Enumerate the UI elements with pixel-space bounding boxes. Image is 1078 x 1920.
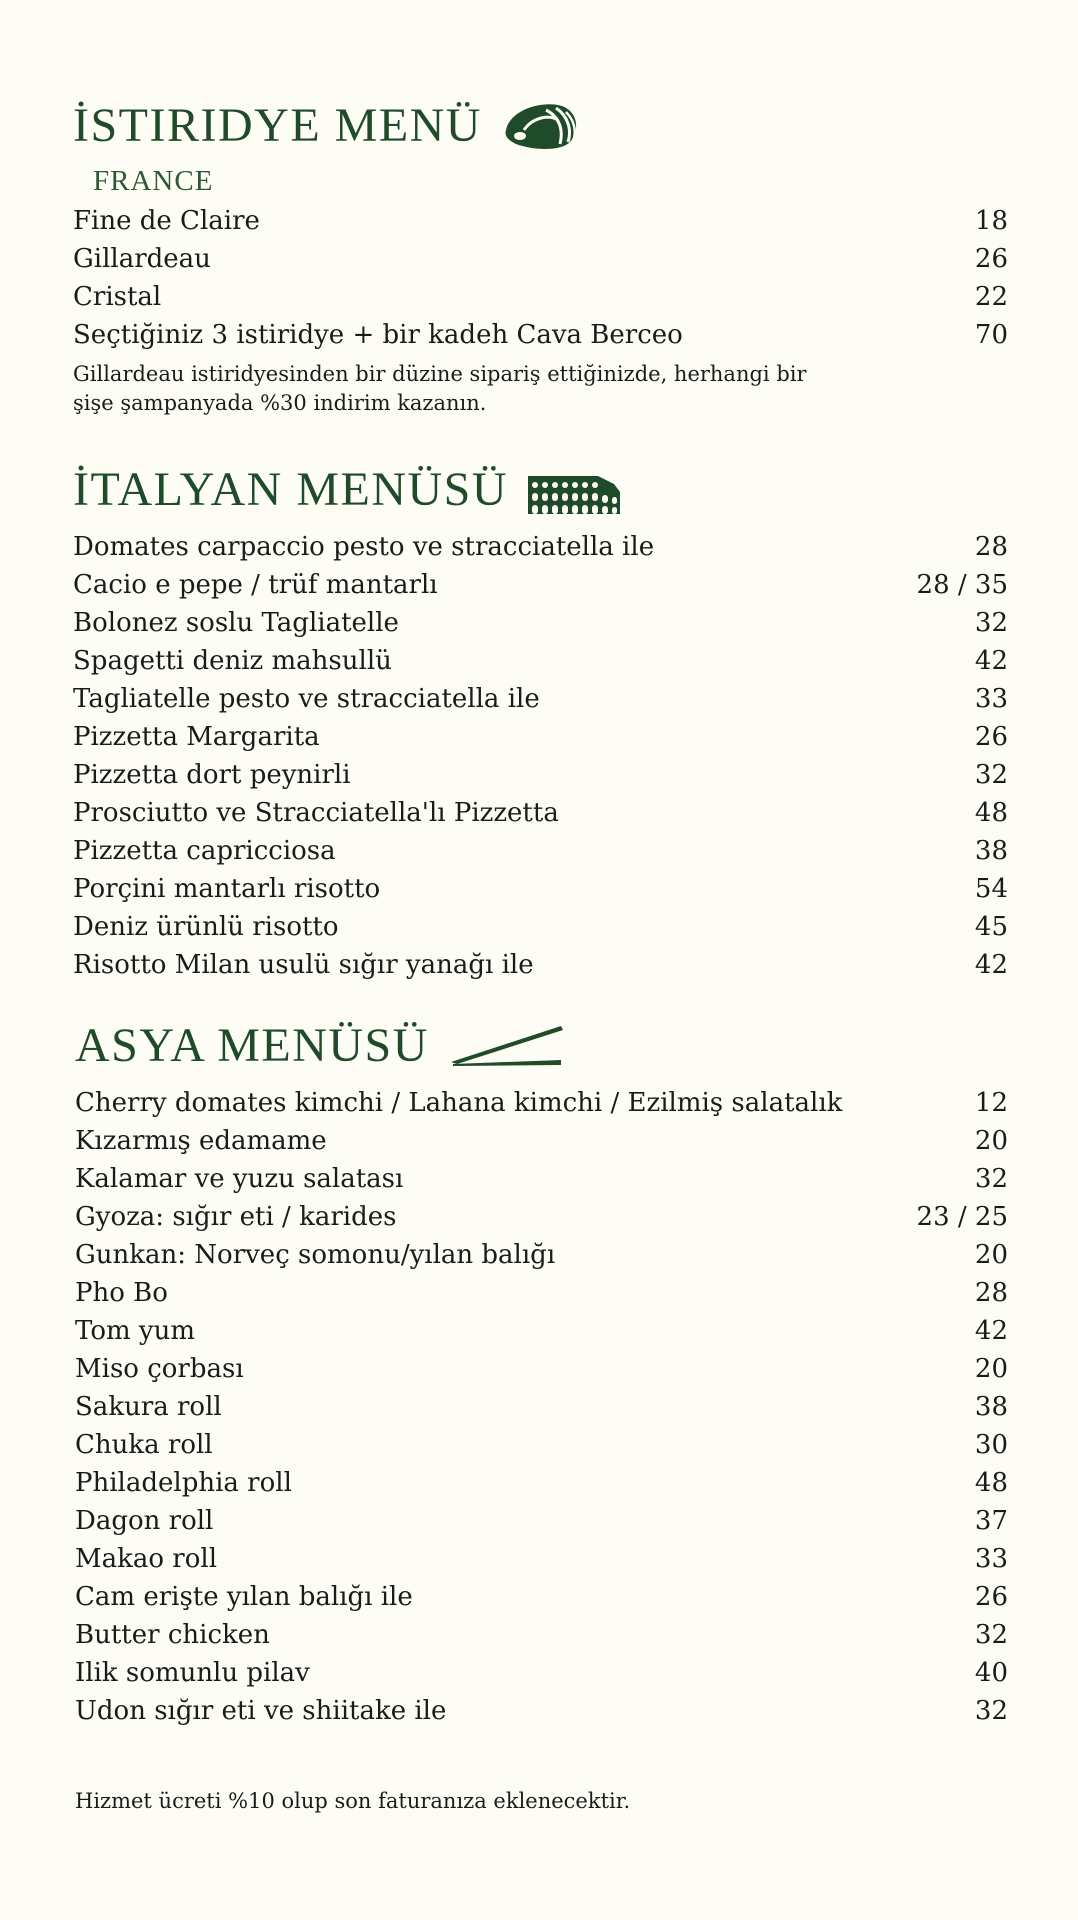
item-price: 12 xyxy=(974,1088,1008,1118)
item-price: 38 xyxy=(974,836,1008,866)
item-name: Cam erişte yılan balığı ile xyxy=(75,1582,413,1612)
item-name: Domates carpaccio pesto ve stracciatella ile xyxy=(73,532,655,562)
item-name: Seçtiğiniz 3 istiridye + bir kadeh Cava Berceo xyxy=(73,320,683,350)
menu-item xyxy=(75,1350,1008,1388)
item-name: Spagetti deniz mahsullü xyxy=(73,646,392,676)
item-price: 70 xyxy=(974,320,1008,350)
menu-item xyxy=(73,794,1008,832)
item-price: 26 xyxy=(974,722,1008,752)
item-name: Kızarmış edamame xyxy=(75,1126,327,1156)
item-name: Pizzetta dort peynirli xyxy=(73,760,351,790)
item-name: Cherry domates kimchi / Lahana kimchi / Ezilmiş salatalık xyxy=(75,1088,843,1118)
item-price: 32 xyxy=(974,760,1008,790)
item-price: 32 xyxy=(974,1696,1008,1726)
item-name: Pizzetta Margarita xyxy=(73,722,320,752)
asian-header xyxy=(75,1016,1008,1076)
menu-item xyxy=(75,1274,1008,1312)
menu-item xyxy=(73,316,1008,354)
item-price: 33 xyxy=(974,684,1008,714)
italian-items xyxy=(73,528,1008,984)
item-price: 37 xyxy=(974,1506,1008,1536)
menu-item xyxy=(75,1502,1008,1540)
item-name: Tagliatelle pesto ve stracciatella ile xyxy=(73,684,540,714)
menu-item xyxy=(73,604,1008,642)
item-price: 40 xyxy=(974,1658,1008,1688)
menu-item xyxy=(73,278,1008,316)
item-name: Deniz ürünlü risotto xyxy=(73,912,339,942)
item-price: 30 xyxy=(974,1430,1008,1460)
menu-item xyxy=(75,1692,1008,1730)
item-name: Miso çorbası xyxy=(75,1354,244,1384)
item-name: Prosciutto ve Stracciatella'lı Pizzetta xyxy=(73,798,559,828)
item-price: 42 xyxy=(974,1316,1008,1346)
item-price: 28 / 35 xyxy=(916,570,1008,600)
item-name: Ilik somunlu pilav xyxy=(75,1658,310,1688)
oyster-title: İSTIRIDYE MENÜ xyxy=(73,99,482,152)
menu-item xyxy=(75,1426,1008,1464)
oyster-subheading: FRANCE xyxy=(93,165,214,197)
item-price: 32 xyxy=(974,1164,1008,1194)
asian-section xyxy=(75,1016,1008,1730)
menu-item xyxy=(75,1616,1008,1654)
item-price: 20 xyxy=(974,1240,1008,1270)
menu-item xyxy=(73,870,1008,908)
item-price: 38 xyxy=(974,1392,1008,1422)
menu-item xyxy=(73,756,1008,794)
item-name: Pizzetta capricciosa xyxy=(73,836,336,866)
menu-item xyxy=(73,566,1008,604)
item-price: 32 xyxy=(974,1620,1008,1650)
menu-item xyxy=(75,1084,1008,1122)
item-name: Tom yum xyxy=(75,1316,195,1346)
item-price: 42 xyxy=(974,646,1008,676)
item-name: Gunkan: Norveç somonu/yılan balığı xyxy=(75,1240,556,1270)
menu-item xyxy=(73,642,1008,680)
menu-item xyxy=(75,1540,1008,1578)
item-price: 26 xyxy=(974,1582,1008,1612)
menu-item xyxy=(73,718,1008,756)
item-name: Risotto Milan usulü sığır yanağı ile xyxy=(73,950,534,980)
colosseum-icon xyxy=(528,466,620,514)
item-price: 33 xyxy=(974,1544,1008,1574)
menu-item xyxy=(75,1236,1008,1274)
oyster-section xyxy=(73,96,1008,418)
menu-item xyxy=(73,202,1008,240)
item-price: 48 xyxy=(974,798,1008,828)
item-price: 42 xyxy=(974,950,1008,980)
oyster-icon xyxy=(502,100,580,152)
italian-title: İTALYAN MENÜSÜ xyxy=(73,463,508,516)
item-price: 54 xyxy=(974,874,1008,904)
item-name: Fine de Claire xyxy=(73,206,260,236)
oyster-promo-note: Gillardeau istiridyesinden bir düzine sipariş ettiğinizde, herhangi bir şişe şampanyada %30 indirim kazanın. xyxy=(73,362,807,415)
item-price: 45 xyxy=(974,912,1008,942)
item-price: 28 xyxy=(974,532,1008,562)
item-name: Gillardeau xyxy=(73,244,211,274)
italian-section xyxy=(73,460,1008,984)
menu-item xyxy=(75,1654,1008,1692)
oyster-header xyxy=(73,96,1008,156)
menu-item xyxy=(73,908,1008,946)
asian-title: ASYA MENÜSÜ xyxy=(75,1019,429,1072)
item-name: Philadelphia roll xyxy=(75,1468,292,1498)
item-name: Chuka roll xyxy=(75,1430,213,1460)
menu-item xyxy=(75,1160,1008,1198)
item-price: 18 xyxy=(974,206,1008,236)
item-name: Sakura roll xyxy=(75,1392,222,1422)
item-name: Bolonez soslu Tagliatelle xyxy=(73,608,399,638)
item-name: Kalamar ve yuzu salatası xyxy=(75,1164,404,1194)
menu-item xyxy=(75,1578,1008,1616)
item-name: Cristal xyxy=(73,282,162,312)
item-price: 20 xyxy=(974,1354,1008,1384)
item-name: Porçini mantarlı risotto xyxy=(73,874,381,904)
item-name: Butter chicken xyxy=(75,1620,270,1650)
item-price: 32 xyxy=(974,608,1008,638)
item-name: Udon sığır eti ve shiitake ile xyxy=(75,1696,447,1726)
item-price: 48 xyxy=(974,1468,1008,1498)
oyster-items xyxy=(73,202,1008,354)
item-price: 20 xyxy=(974,1126,1008,1156)
asian-items xyxy=(75,1084,1008,1730)
item-price: 22 xyxy=(974,282,1008,312)
item-name: Makao roll xyxy=(75,1544,218,1574)
menu-item xyxy=(75,1122,1008,1160)
item-price: 28 xyxy=(974,1278,1008,1308)
italian-header xyxy=(73,460,1008,520)
menu-item xyxy=(73,240,1008,278)
menu-item xyxy=(73,680,1008,718)
item-name: Gyoza: sığır eti / karides xyxy=(75,1202,397,1232)
menu-item xyxy=(75,1312,1008,1350)
item-name: Pho Bo xyxy=(75,1278,168,1308)
service-charge-note: Hizmet ücreti %10 olup son faturanıza eklenecektir. xyxy=(75,1789,631,1813)
item-name: Cacio e pepe / trüf mantarlı xyxy=(73,570,438,600)
menu-item xyxy=(75,1464,1008,1502)
item-price: 23 / 25 xyxy=(916,1202,1008,1232)
chopsticks-icon xyxy=(449,1024,565,1068)
menu-item xyxy=(75,1388,1008,1426)
menu-item xyxy=(73,528,1008,566)
menu-item xyxy=(73,946,1008,984)
item-name: Dagon roll xyxy=(75,1506,214,1536)
item-price: 26 xyxy=(974,244,1008,274)
menu-item xyxy=(75,1198,1008,1236)
menu-item xyxy=(73,832,1008,870)
